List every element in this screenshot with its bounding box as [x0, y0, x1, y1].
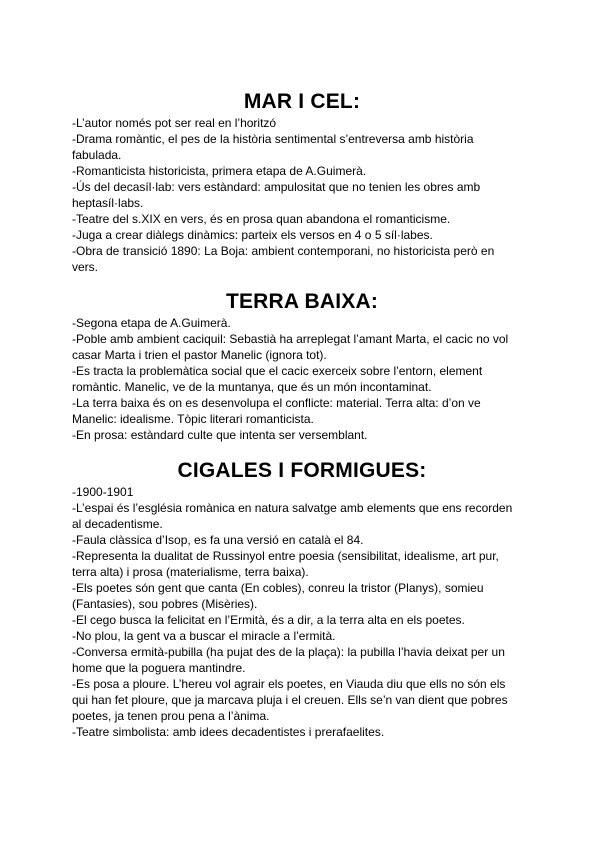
section-cigales-i-formigues — [72, 458, 532, 740]
text-line: -Obra de transició 1890: La Boja: ambient contemporani, no historicista però en — [72, 244, 495, 258]
text-line: -Teatre del s.XIX en vers, és en prosa quan abandona el romanticisme. — [72, 212, 451, 226]
text-line: qui han fet ploure, que ja marcava pluja i el creuen. Ells se’n van dient que pobres — [72, 693, 508, 707]
text-line: -Drama romàntic, el pes de la història sentimental s’entreversa amb història — [72, 132, 474, 146]
section-lines — [72, 484, 532, 740]
text-line: -El cego busca la felicitat en l’Ermità, és a dir, a la terra alta en els poetes. — [72, 613, 465, 627]
section-terra-baixa — [72, 289, 532, 443]
text-line: -Teatre simbolista: amb idees decadentistes i prerafaelites. — [72, 725, 385, 739]
text-line: poetes, ja tenen prou pena a l’ànima. — [72, 709, 270, 723]
section-mar-i-cel — [72, 89, 532, 275]
text-line: heptasíl·labs. — [72, 196, 144, 210]
text-line: (Fantasies), sou pobres (Misèries). — [72, 597, 258, 611]
text-line: -Representa la dualitat de Russinyol entre poesia (sensibilitat, idealisme, art pur, — [72, 549, 499, 563]
text-line: terra alta) i prosa (materialisme, terra baixa). — [72, 565, 309, 579]
text-line: al decadentisme. — [72, 517, 163, 531]
text-line: -Es tracta la problemàtica social que el cacic exerceix sobre l’entorn, element — [72, 364, 483, 378]
text-line: -Faula clàssica d’Isop, es fa una versió en català el 84. — [72, 533, 364, 547]
text-line: Manelic: idealisme. Tòpic literari romanticista. — [72, 412, 314, 426]
text-line: -Els poetes són gent que canta (En cobles), conreu la tristor (Planys), somieu — [72, 581, 484, 595]
text-line: -No plou, la gent va a buscar el miracle a l’ermità. — [72, 629, 336, 643]
text-line: romàntic. Manelic, ve de la muntanya, que és un món incontaminat. — [72, 380, 432, 394]
text-line: -Juga a crear diàlegs dinàmics: parteix els versos en 4 o 5 síl·labes. — [72, 228, 433, 242]
text-line: -Poble amb ambient caciquil: Sebastià ha arreplegat l’amant Marta, el cacic no vol — [72, 332, 509, 346]
section-lines — [72, 315, 532, 443]
text-line: -La terra baixa és on es desenvolupa el conflicte: material. Terra alta: d’on ve — [72, 396, 481, 410]
text-line: casar Marta i trien el pastor Manelic (ignora tot). — [72, 348, 327, 362]
section-lines — [72, 115, 532, 275]
text-line: -En prosa: estàndard culte que intenta ser versemblant. — [72, 428, 368, 442]
section-heading: TERRA BAIXA: — [225, 290, 379, 313]
text-line: home que la poguera mantindre. — [72, 661, 246, 675]
text-line: -L’espai és l’església romànica en natura salvatge amb elements que ens recorden — [72, 501, 513, 515]
section-heading: MAR I CEL: — [243, 90, 361, 113]
text-line: -Ús del decasíl·lab: vers estàndard: ampulositat que no tenien les obres amb — [72, 180, 481, 194]
text-line: -L’autor només pot ser real en l’horitzó — [72, 116, 277, 130]
text-line: -Segona etapa de A.Guimerà. — [72, 316, 231, 330]
text-line: fabulada. — [72, 148, 122, 162]
text-line: vers. — [72, 260, 99, 274]
text-line: -Romanticista historicista, primera etapa de A.Guimerà. — [72, 164, 367, 178]
text-line: -1900-1901 — [72, 485, 134, 499]
section-heading: CIGALES I FORMIGUES: — [177, 459, 427, 482]
text-line: -Conversa ermità-pubilla (ha pujat des de la plaça): la pubilla l’havia deixat per un — [72, 645, 505, 659]
text-line: -Es posa a ploure. L’hereu vol agrair els poetes, en Viauda diu que ells no són els — [72, 677, 506, 691]
